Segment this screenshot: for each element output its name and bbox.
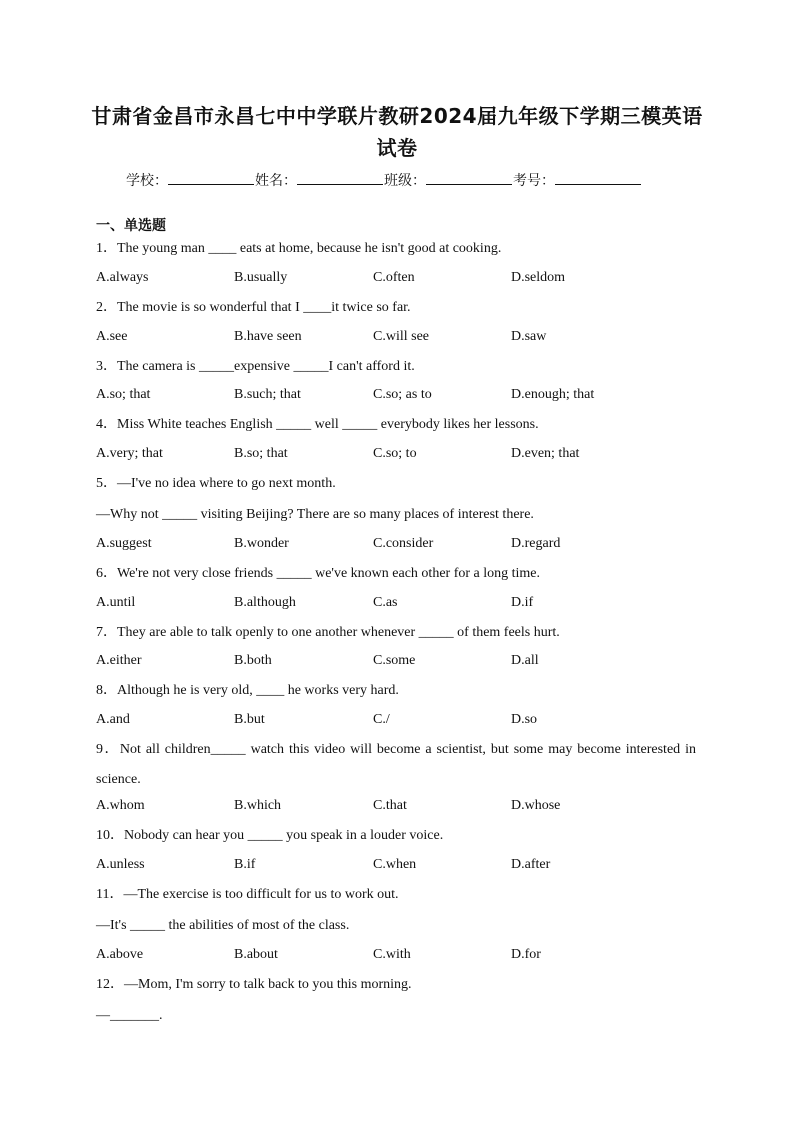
option-a[interactable]: A.always bbox=[96, 270, 149, 285]
option-b[interactable]: B.have seen bbox=[234, 329, 302, 344]
option-b[interactable]: B.such; that bbox=[234, 387, 301, 402]
option-d[interactable]: D.so bbox=[511, 712, 538, 727]
exam-id-blank[interactable] bbox=[555, 170, 641, 185]
question-stem-line2: —It's _____ the abilities of most of the class. bbox=[96, 918, 350, 933]
option-row bbox=[96, 387, 696, 411]
option-b[interactable]: B.wonder bbox=[234, 536, 289, 551]
option-d[interactable]: D.all bbox=[511, 653, 539, 668]
option-a[interactable]: A.see bbox=[96, 329, 128, 344]
option-c[interactable]: C./ bbox=[373, 712, 390, 727]
option-a[interactable]: A.suggest bbox=[96, 536, 152, 551]
question-stem: 8．Although he is very old, ____ he works very hard. bbox=[96, 683, 399, 698]
question-stem-line2: —Why not _____ visiting Beijing? There are so many places of interest there. bbox=[96, 507, 534, 522]
option-d[interactable]: D.regard bbox=[511, 536, 561, 551]
option-d[interactable]: D.after bbox=[511, 857, 551, 872]
option-d[interactable]: D.saw bbox=[511, 329, 547, 344]
option-d[interactable]: D.enough; that bbox=[511, 387, 595, 402]
option-a[interactable]: A.very; that bbox=[96, 446, 163, 461]
option-a[interactable]: A.unless bbox=[96, 857, 145, 872]
option-row bbox=[96, 446, 696, 470]
option-row bbox=[96, 329, 696, 353]
option-row bbox=[96, 947, 696, 971]
option-d[interactable]: D.whose bbox=[511, 798, 561, 813]
option-b[interactable]: B.both bbox=[234, 653, 272, 668]
option-c[interactable]: C.some bbox=[373, 653, 416, 668]
student-info-row bbox=[126, 170, 686, 190]
option-d[interactable]: D.if bbox=[511, 595, 534, 610]
option-b[interactable]: B.but bbox=[234, 712, 265, 727]
page-title: 甘肃省金昌市永昌七中中学联片教研2024届九年级下学期三模英语试卷 bbox=[91, 104, 703, 160]
option-c[interactable]: C.so; as to bbox=[373, 387, 432, 402]
option-row bbox=[96, 653, 696, 677]
question-stem-line2: —_______. bbox=[96, 1008, 163, 1023]
name-blank[interactable] bbox=[297, 170, 383, 185]
question-stem: 11．—The exercise is too difficult for us to work out. bbox=[96, 887, 399, 902]
question-stem: 7．They are able to talk openly to one another whenever _____ of them feels hurt. bbox=[96, 625, 560, 640]
option-a[interactable]: A.and bbox=[96, 712, 130, 727]
option-row bbox=[96, 798, 696, 822]
question-stem: 2．The movie is so wonderful that I ____it twice so far. bbox=[96, 300, 411, 315]
option-c[interactable]: C.consider bbox=[373, 536, 434, 551]
school-label: 学校： bbox=[126, 173, 168, 189]
option-a[interactable]: A.so; that bbox=[96, 387, 151, 402]
option-d[interactable]: D.even; that bbox=[511, 446, 580, 461]
question-stem: 10．Nobody can hear you _____ you speak in a louder voice. bbox=[96, 828, 444, 843]
school-blank[interactable] bbox=[168, 170, 254, 185]
option-c[interactable]: C.often bbox=[373, 270, 415, 285]
option-b[interactable]: B.usually bbox=[234, 270, 288, 285]
option-c[interactable]: C.as bbox=[373, 595, 398, 610]
option-b[interactable]: B.about bbox=[234, 947, 278, 962]
option-row bbox=[96, 595, 696, 619]
option-row bbox=[96, 712, 696, 736]
option-a[interactable]: A.until bbox=[96, 595, 136, 610]
option-row bbox=[96, 857, 696, 881]
question-stem: 6．We're not very close friends _____ we've known each other for a long time. bbox=[96, 566, 541, 581]
question-stem: 1．The young man ____ eats at home, because he isn't good at cooking. bbox=[96, 241, 502, 256]
question-stem: 9．Not all children_____ watch this video will become a scientist, but some may become interested in science. bbox=[96, 742, 696, 787]
option-row bbox=[96, 536, 696, 560]
option-a[interactable]: A.above bbox=[96, 947, 144, 962]
option-d[interactable]: D.for bbox=[511, 947, 541, 962]
option-c[interactable]: C.that bbox=[373, 798, 407, 813]
class-blank[interactable] bbox=[426, 170, 512, 185]
option-b[interactable]: B.although bbox=[234, 595, 296, 610]
option-a[interactable]: A.whom bbox=[96, 798, 145, 813]
question-stem: 5．—I've no idea where to go next month. bbox=[96, 476, 336, 491]
option-c[interactable]: C.so; to bbox=[373, 446, 417, 461]
question-stem: 12．—Mom, I'm sorry to talk back to you this morning. bbox=[96, 977, 412, 992]
option-a[interactable]: A.either bbox=[96, 653, 142, 668]
question-stem: 3．The camera is _____expensive _____I can't afford it. bbox=[96, 359, 415, 374]
option-c[interactable]: C.when bbox=[373, 857, 417, 872]
class-label: 班级： bbox=[384, 173, 426, 189]
option-b[interactable]: B.if bbox=[234, 857, 256, 872]
option-c[interactable]: C.will see bbox=[373, 329, 429, 344]
section-title: 一、单选题 bbox=[96, 218, 166, 234]
option-b[interactable]: B.which bbox=[234, 798, 282, 813]
option-d[interactable]: D.seldom bbox=[511, 270, 566, 285]
exam-id-label: 考号： bbox=[513, 173, 555, 189]
option-row bbox=[96, 270, 696, 294]
option-b[interactable]: B.so; that bbox=[234, 446, 288, 461]
option-c[interactable]: C.with bbox=[373, 947, 411, 962]
question-stem: 4．Miss White teaches English _____ well _____ everybody likes her lessons. bbox=[96, 417, 539, 432]
name-label: 姓名： bbox=[255, 173, 297, 189]
